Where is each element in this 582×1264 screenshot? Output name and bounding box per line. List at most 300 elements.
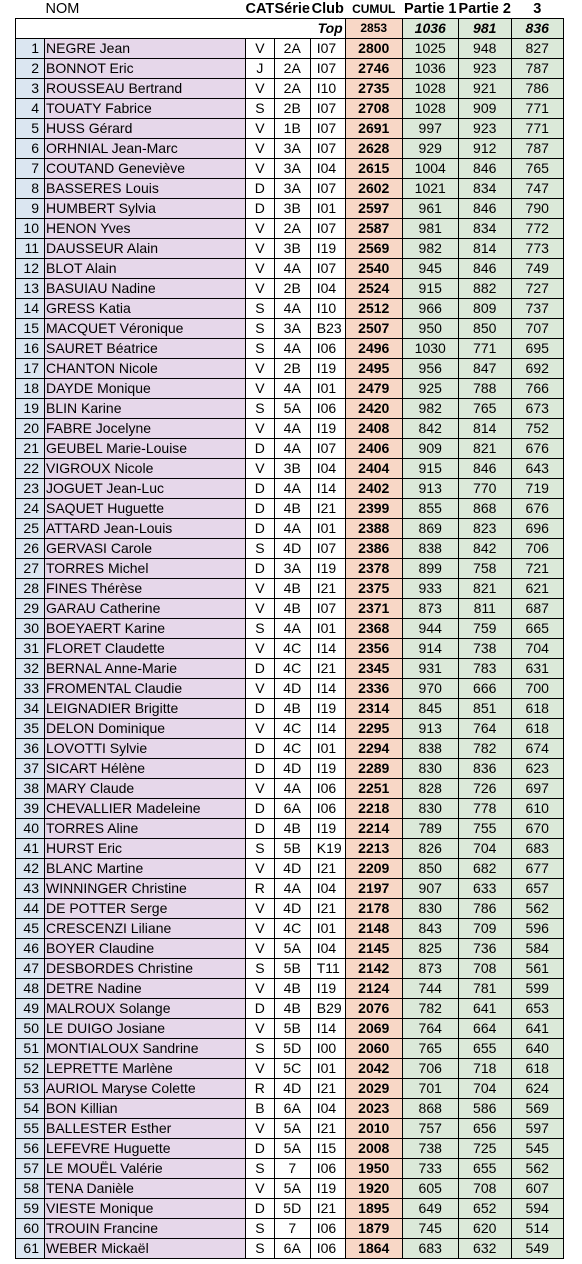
row-rank: 1 xyxy=(16,39,45,59)
row-partie2: 782 xyxy=(458,739,511,759)
row-cat: V xyxy=(246,219,275,239)
row-club: I21 xyxy=(310,579,345,599)
row-name: FLORET Claudette xyxy=(45,639,246,659)
row-name: BLIN Karine xyxy=(45,399,246,419)
table-row xyxy=(16,819,564,839)
row-rank: 10 xyxy=(16,219,45,239)
row-rank: 14 xyxy=(16,299,45,319)
row-cumul: 2628 xyxy=(345,139,402,159)
row-name: LE DUIGO Josiane xyxy=(45,1019,246,1039)
row-partie2: 846 xyxy=(458,159,511,179)
row-partie3: 771 xyxy=(511,119,563,139)
row-cumul: 2356 xyxy=(345,639,402,659)
table-row xyxy=(16,39,564,59)
row-cat: R xyxy=(246,1079,275,1099)
row-cumul: 2008 xyxy=(345,1139,402,1159)
row-club: I14 xyxy=(310,479,345,499)
row-partie1: 1028 xyxy=(402,79,458,99)
row-club: I14 xyxy=(310,719,345,739)
row-serie: 4B xyxy=(274,499,310,519)
row-name: BOYER Claudine xyxy=(45,939,246,959)
table-row xyxy=(16,999,564,1019)
row-cat: S xyxy=(246,539,275,559)
row-partie1: 757 xyxy=(402,1119,458,1139)
row-cumul: 2060 xyxy=(345,1039,402,1059)
row-cumul: 2251 xyxy=(345,779,402,799)
row-partie1: 981 xyxy=(402,219,458,239)
table-row xyxy=(16,79,564,99)
row-serie: 4C xyxy=(274,659,310,679)
row-cat: D xyxy=(246,479,275,499)
row-partie3: 827 xyxy=(511,39,563,59)
row-cat: S xyxy=(246,319,275,339)
row-rank: 37 xyxy=(16,759,45,779)
row-club: I06 xyxy=(310,779,345,799)
row-serie: 3A xyxy=(274,139,310,159)
row-partie3: 618 xyxy=(511,1059,563,1079)
row-club: I21 xyxy=(310,1119,345,1139)
row-cumul: 2371 xyxy=(345,599,402,619)
table-row xyxy=(16,719,564,739)
row-partie1: 1028 xyxy=(402,99,458,119)
row-cumul: 1895 xyxy=(345,1199,402,1219)
row-rank: 20 xyxy=(16,419,45,439)
row-serie: 2A xyxy=(274,79,310,99)
row-partie1: 873 xyxy=(402,959,458,979)
row-cumul: 2010 xyxy=(345,1119,402,1139)
row-partie3: 704 xyxy=(511,639,563,659)
row-cumul: 2069 xyxy=(345,1019,402,1039)
row-serie: 4A xyxy=(274,379,310,399)
row-partie1: 838 xyxy=(402,739,458,759)
row-cumul: 2289 xyxy=(345,759,402,779)
row-cat: D xyxy=(246,659,275,679)
row-cumul: 2597 xyxy=(345,199,402,219)
row-rank: 54 xyxy=(16,1099,45,1119)
row-serie: 5B xyxy=(274,839,310,859)
header-club: Club xyxy=(311,1,344,17)
row-serie: 4D xyxy=(274,899,310,919)
row-cumul: 2209 xyxy=(345,859,402,879)
row-club: I06 xyxy=(310,339,345,359)
table-row xyxy=(16,499,564,519)
row-name: DAYDE Monique xyxy=(45,379,246,399)
row-cumul: 2495 xyxy=(345,359,402,379)
row-cat: V xyxy=(246,979,275,999)
header-partie1: Partie 1 xyxy=(404,1,457,17)
row-partie1: 982 xyxy=(402,239,458,259)
row-partie2: 652 xyxy=(458,1199,511,1219)
top-cumul: 2853 xyxy=(345,19,402,39)
row-partie3: 621 xyxy=(511,579,563,599)
table-row xyxy=(16,1119,564,1139)
row-club: I21 xyxy=(310,659,345,679)
row-serie: 3A xyxy=(274,559,310,579)
row-partie2: 709 xyxy=(458,919,511,939)
row-name: CHEVALLIER Madeleine xyxy=(45,799,246,819)
row-cat: V xyxy=(246,1119,275,1139)
row-name: CHANTON Nicole xyxy=(45,359,246,379)
header-cat: CAT xyxy=(245,1,275,17)
row-club: I14 xyxy=(310,679,345,699)
row-club: I21 xyxy=(310,1199,345,1219)
row-partie1: 873 xyxy=(402,599,458,619)
row-name: LEIGNADIER Brigitte xyxy=(45,699,246,719)
row-partie2: 868 xyxy=(458,499,511,519)
row-partie2: 836 xyxy=(458,759,511,779)
row-cat: V xyxy=(246,719,275,739)
row-rank: 31 xyxy=(16,639,45,659)
table-row xyxy=(16,1139,564,1159)
row-rank: 24 xyxy=(16,499,45,519)
row-partie1: 764 xyxy=(402,1019,458,1039)
row-cat: S xyxy=(246,1219,275,1239)
row-rank: 60 xyxy=(16,1219,45,1239)
row-cumul: 2388 xyxy=(345,519,402,539)
table-row xyxy=(16,679,564,699)
table-row xyxy=(16,1239,564,1259)
row-cumul: 2479 xyxy=(345,379,402,399)
row-partie1: 931 xyxy=(402,659,458,679)
row-partie3: 618 xyxy=(511,719,563,739)
row-partie1: 850 xyxy=(402,859,458,879)
row-club: I07 xyxy=(310,119,345,139)
row-club: I07 xyxy=(310,539,345,559)
row-partie2: 921 xyxy=(458,79,511,99)
row-partie3: 514 xyxy=(511,1219,563,1239)
row-cat: V xyxy=(246,919,275,939)
table-row xyxy=(16,739,564,759)
row-partie2: 923 xyxy=(458,59,511,79)
table-row xyxy=(16,259,564,279)
row-partie3: 640 xyxy=(511,1039,563,1059)
row-club: I01 xyxy=(310,1059,345,1079)
row-cat: S xyxy=(246,1239,275,1259)
row-serie: 4B xyxy=(274,819,310,839)
row-cumul: 2294 xyxy=(345,739,402,759)
row-serie: 4A xyxy=(274,879,310,899)
row-partie3: 787 xyxy=(511,59,563,79)
row-partie3: 700 xyxy=(511,679,563,699)
row-serie: 5D xyxy=(274,1199,310,1219)
row-partie1: 909 xyxy=(402,439,458,459)
row-serie: 2A xyxy=(274,39,310,59)
row-name: TENA Danièle xyxy=(45,1179,246,1199)
row-partie2: 718 xyxy=(458,1059,511,1079)
row-rank: 6 xyxy=(16,139,45,159)
row-partie3: 549 xyxy=(511,1239,563,1259)
row-partie3: 657 xyxy=(511,879,563,899)
row-partie2: 809 xyxy=(458,299,511,319)
row-cumul: 2218 xyxy=(345,799,402,819)
row-partie3: 683 xyxy=(511,839,563,859)
row-name: SAURET Béatrice xyxy=(45,339,246,359)
row-cumul: 2507 xyxy=(345,319,402,339)
row-partie1: 830 xyxy=(402,799,458,819)
row-rank: 32 xyxy=(16,659,45,679)
row-cat: S xyxy=(246,299,275,319)
row-rank: 41 xyxy=(16,839,45,859)
row-club: I01 xyxy=(310,519,345,539)
row-partie3: 653 xyxy=(511,999,563,1019)
table-row xyxy=(16,1199,564,1219)
row-partie2: 850 xyxy=(458,319,511,339)
row-partie3: 676 xyxy=(511,499,563,519)
row-serie: 2B xyxy=(274,359,310,379)
row-cumul: 2213 xyxy=(345,839,402,859)
table-row xyxy=(16,479,564,499)
table-row xyxy=(16,419,564,439)
row-name: FINES Thérèse xyxy=(45,579,246,599)
row-partie1: 830 xyxy=(402,899,458,919)
row-partie3: 697 xyxy=(511,779,563,799)
row-serie: 4D xyxy=(274,1079,310,1099)
row-serie: 4A xyxy=(274,259,310,279)
row-serie: 2B xyxy=(274,279,310,299)
row-partie1: 915 xyxy=(402,459,458,479)
row-serie: 5C xyxy=(274,1059,310,1079)
row-partie2: 765 xyxy=(458,399,511,419)
row-name: HURST Eric xyxy=(45,839,246,859)
row-club: I19 xyxy=(310,239,345,259)
row-partie1: 845 xyxy=(402,699,458,719)
row-name: BERNAL Anne-Marie xyxy=(45,659,246,679)
table-row xyxy=(16,1019,564,1039)
row-serie: 5A xyxy=(274,1139,310,1159)
row-partie3: 707 xyxy=(511,319,563,339)
row-name: DESBORDES Christine xyxy=(45,959,246,979)
row-partie1: 789 xyxy=(402,819,458,839)
row-partie1: 605 xyxy=(402,1179,458,1199)
row-serie: 6A xyxy=(274,1099,310,1119)
row-partie2: 736 xyxy=(458,939,511,959)
row-cat: V xyxy=(246,939,275,959)
row-cat: V xyxy=(246,139,275,159)
row-cumul: 1879 xyxy=(345,1219,402,1239)
row-serie: 4A xyxy=(274,779,310,799)
row-partie1: 956 xyxy=(402,359,458,379)
row-partie2: 620 xyxy=(458,1219,511,1239)
row-club: I19 xyxy=(310,559,345,579)
row-club: I21 xyxy=(310,499,345,519)
row-cat: V xyxy=(246,1059,275,1079)
row-partie3: 752 xyxy=(511,419,563,439)
row-rank: 28 xyxy=(16,579,45,599)
row-partie3: 771 xyxy=(511,99,563,119)
row-serie: 5D xyxy=(274,1039,310,1059)
row-cat: S xyxy=(246,99,275,119)
row-rank: 46 xyxy=(16,939,45,959)
row-cat: V xyxy=(246,379,275,399)
header-cumul: CUMUL xyxy=(352,2,396,16)
row-cat: V xyxy=(246,779,275,799)
row-rank: 51 xyxy=(16,1039,45,1059)
row-club: I19 xyxy=(310,699,345,719)
row-rank: 25 xyxy=(16,519,45,539)
row-partie2: 834 xyxy=(458,219,511,239)
row-name: SAQUET Huguette xyxy=(45,499,246,519)
row-partie3: 607 xyxy=(511,1179,563,1199)
results-table xyxy=(15,0,564,1259)
row-name: HUSS Gérard xyxy=(45,119,246,139)
row-cumul: 2295 xyxy=(345,719,402,739)
row-partie3: 674 xyxy=(511,739,563,759)
row-partie1: 842 xyxy=(402,419,458,439)
row-rank: 29 xyxy=(16,599,45,619)
row-club: I01 xyxy=(310,739,345,759)
row-cat: V xyxy=(246,1019,275,1039)
table-row xyxy=(16,599,564,619)
row-cumul: 2420 xyxy=(345,399,402,419)
row-rank: 19 xyxy=(16,399,45,419)
table-row xyxy=(16,359,564,379)
row-cumul: 2023 xyxy=(345,1099,402,1119)
row-partie1: 649 xyxy=(402,1199,458,1219)
table-row xyxy=(16,659,564,679)
row-partie2: 655 xyxy=(458,1159,511,1179)
row-serie: 4B xyxy=(274,999,310,1019)
table-row xyxy=(16,559,564,579)
row-partie2: 923 xyxy=(458,119,511,139)
row-partie3: 766 xyxy=(511,379,563,399)
row-partie1: 925 xyxy=(402,379,458,399)
top-partie1: 1036 xyxy=(402,19,458,39)
row-cumul: 2029 xyxy=(345,1079,402,1099)
table-row xyxy=(16,579,564,599)
table-row xyxy=(16,879,564,899)
row-rank: 15 xyxy=(16,319,45,339)
row-name: SICART Hélène xyxy=(45,759,246,779)
row-serie: 4A xyxy=(274,439,310,459)
row-name: DAUSSEUR Alain xyxy=(45,239,246,259)
row-cumul: 2345 xyxy=(345,659,402,679)
table-row xyxy=(16,779,564,799)
row-partie3: 665 xyxy=(511,619,563,639)
row-name: JOGUET Jean-Luc xyxy=(45,479,246,499)
row-partie3: 695 xyxy=(511,339,563,359)
header-rank xyxy=(16,0,45,19)
row-partie3: 562 xyxy=(511,899,563,919)
row-partie1: 914 xyxy=(402,639,458,659)
row-club: I07 xyxy=(310,259,345,279)
row-name: TROUIN Francine xyxy=(45,1219,246,1239)
row-partie1: 929 xyxy=(402,139,458,159)
row-serie: 2A xyxy=(274,59,310,79)
header-serie: Série xyxy=(274,1,310,17)
row-name: MALROUX Solange xyxy=(45,999,246,1019)
row-partie2: 778 xyxy=(458,799,511,819)
row-partie1: 997 xyxy=(402,119,458,139)
row-serie: 6A xyxy=(274,1239,310,1259)
row-rank: 23 xyxy=(16,479,45,499)
row-cat: R xyxy=(246,879,275,899)
row-rank: 61 xyxy=(16,1239,45,1259)
row-name: AURIOL Maryse Colette xyxy=(45,1079,246,1099)
row-cumul: 2402 xyxy=(345,479,402,499)
row-partie1: 933 xyxy=(402,579,458,599)
row-cumul: 2214 xyxy=(345,819,402,839)
row-rank: 3 xyxy=(16,79,45,99)
row-serie: 2B xyxy=(274,99,310,119)
row-partie1: 945 xyxy=(402,259,458,279)
row-serie: 4A xyxy=(274,339,310,359)
row-partie1: 966 xyxy=(402,299,458,319)
row-cumul: 2336 xyxy=(345,679,402,699)
row-cumul: 2512 xyxy=(345,299,402,319)
row-partie3: 773 xyxy=(511,239,563,259)
row-partie2: 771 xyxy=(458,339,511,359)
row-cat: V xyxy=(246,119,275,139)
table-row xyxy=(16,1179,564,1199)
row-club: I06 xyxy=(310,799,345,819)
row-partie2: 909 xyxy=(458,99,511,119)
row-club: I19 xyxy=(310,1179,345,1199)
table-row xyxy=(16,859,564,879)
row-cat: D xyxy=(246,199,275,219)
row-cumul: 2569 xyxy=(345,239,402,259)
row-partie3: 596 xyxy=(511,919,563,939)
row-cumul: 2540 xyxy=(345,259,402,279)
row-serie: 4B xyxy=(274,599,310,619)
row-partie3: 618 xyxy=(511,699,563,719)
row-partie2: 664 xyxy=(458,1019,511,1039)
row-partie3: 786 xyxy=(511,79,563,99)
table-row xyxy=(16,439,564,459)
row-partie2: 656 xyxy=(458,1119,511,1139)
row-rank: 11 xyxy=(16,239,45,259)
row-club: I07 xyxy=(310,219,345,239)
row-cumul: 2691 xyxy=(345,119,402,139)
table-row xyxy=(16,339,564,359)
row-name: CRESCENZI Liliane xyxy=(45,919,246,939)
row-rank: 40 xyxy=(16,819,45,839)
row-rank: 27 xyxy=(16,559,45,579)
table-row xyxy=(16,379,564,399)
row-cat: V xyxy=(246,899,275,919)
row-name: TOUATY Fabrice xyxy=(45,99,246,119)
row-partie3: 692 xyxy=(511,359,563,379)
row-partie3: 670 xyxy=(511,819,563,839)
row-name: DE POTTER Serge xyxy=(45,899,246,919)
row-partie3: 787 xyxy=(511,139,563,159)
row-club: I21 xyxy=(310,899,345,919)
row-partie1: 868 xyxy=(402,1099,458,1119)
row-partie2: 666 xyxy=(458,679,511,699)
row-partie1: 765 xyxy=(402,1039,458,1059)
row-partie3: 677 xyxy=(511,859,563,879)
row-partie3: 623 xyxy=(511,759,563,779)
row-club: I07 xyxy=(310,59,345,79)
row-partie1: 913 xyxy=(402,719,458,739)
row-serie: 4A xyxy=(274,479,310,499)
row-cumul: 2178 xyxy=(345,899,402,919)
row-rank: 16 xyxy=(16,339,45,359)
row-club: I04 xyxy=(310,879,345,899)
row-serie: 4D xyxy=(274,679,310,699)
row-partie3: 643 xyxy=(511,459,563,479)
row-partie1: 899 xyxy=(402,559,458,579)
table-row xyxy=(16,759,564,779)
row-name: LOVOTTI Sylvie xyxy=(45,739,246,759)
row-serie: 4A xyxy=(274,299,310,319)
row-name: TORRES Michel xyxy=(45,559,246,579)
row-rank: 34 xyxy=(16,699,45,719)
row-serie: 4D xyxy=(274,759,310,779)
row-name: WEBER Mickaël xyxy=(45,1239,246,1259)
row-club: I00 xyxy=(310,1039,345,1059)
table-row xyxy=(16,899,564,919)
row-club: I06 xyxy=(310,1159,345,1179)
